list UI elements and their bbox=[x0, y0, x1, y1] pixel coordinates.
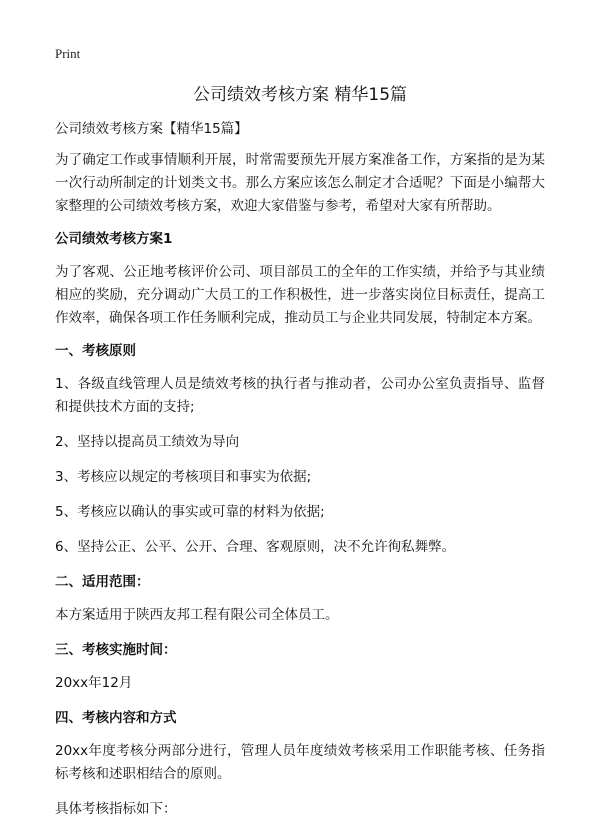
print-label: Print bbox=[55, 46, 81, 61]
time-text: 20xx年12月 bbox=[55, 675, 133, 691]
principle-item: 2、坚持以提高员工绩效为导向 bbox=[55, 434, 240, 450]
scope-heading: 二、适用范围： bbox=[55, 574, 150, 590]
principles-heading: 一、考核原则 bbox=[55, 343, 136, 359]
document-subtitle: 公司绩效考核方案【精华15篇】 bbox=[55, 121, 248, 137]
indicators-text: 具体考核指标如下： bbox=[55, 801, 177, 817]
time-heading: 三、考核实施时间： bbox=[55, 642, 177, 658]
principle-item: 5、考核应以确认的事实或可靠的材料为依据; bbox=[55, 504, 325, 520]
section1-heading: 公司绩效考核方案1 bbox=[55, 231, 173, 247]
intro-paragraph: 为了确定工作或事情顺利开展，时常需要预先开展方案准备工作，方案指的是为某一次行动所制定的计划类文书。那么方案应该怎么制定才合适呢？下面是小编帮大家整理的公司绩效考核方案，欢迎大家借鉴与参考，希望对大家有所帮助。 bbox=[55, 152, 545, 214]
scope-text: 本方案适用于陕西友邦工程有限公司全体员工。 bbox=[55, 607, 339, 623]
principle-item: 6、坚持公正、公平、公开、合理、客观原则，决不允许徇私舞弊。 bbox=[55, 539, 456, 555]
document-body bbox=[55, 118, 545, 833]
principle-item: 1、各级直线管理人员是绩效考核的执行者与推动者，公司办公室负责指导、监督和提供技术方面的支持; bbox=[55, 376, 545, 415]
principle-item: 3、考核应以规定的考核项目和事实为依据; bbox=[55, 469, 312, 485]
content-heading: 四、考核内容和方式 bbox=[55, 710, 177, 726]
section1-paragraph: 为了客观、公正地考核评价公司、项目部员工的全年的工作实绩，并给予与其业绩相应的奖励，充分调动广大员工的工作积极性，进一步落实岗位目标责任，提高工作效率，确保各项工作任务顺利完成，推动员工与企业共同发展，特制定本方案。 bbox=[55, 264, 545, 326]
document-title: 公司绩效考核方案 精华15篇 bbox=[192, 85, 408, 105]
content-text: 20xx年度考核分两部分进行，管理人员年度绩效考核采用工作职能考核、任务指标考核和述职相结合的原则。 bbox=[55, 743, 545, 782]
